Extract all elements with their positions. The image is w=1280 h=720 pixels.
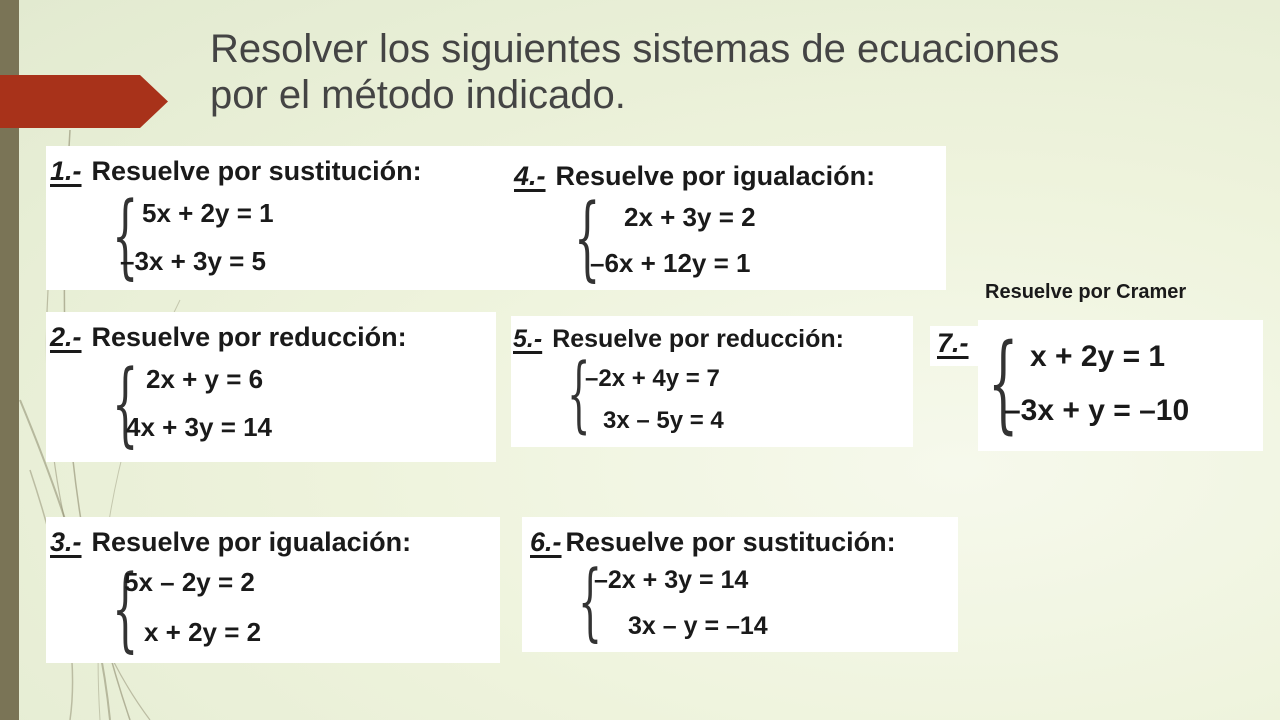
- problem-card-5: [511, 316, 913, 447]
- problem-card-2: [46, 312, 496, 462]
- equation-3b: x + 2y = 2: [144, 617, 262, 647]
- brace-icon: {: [567, 347, 591, 442]
- problem-card-6: [522, 517, 958, 652]
- brace-icon: {: [578, 552, 603, 650]
- problem-method-2: Resuelve por reducción:: [91, 322, 407, 352]
- equation-2a: 2x + y = 6: [146, 364, 264, 394]
- equation-6a: –2x + 3y = 14: [594, 566, 749, 594]
- equation-2b: 4x + 3y = 14: [126, 412, 273, 442]
- equation-1b: –3x + 3y = 5: [120, 246, 267, 276]
- title-line-2: por el método indicado.: [210, 73, 626, 117]
- equation-7b: –3x + y = –10: [1004, 394, 1190, 427]
- problem-heading-5: [513, 324, 844, 354]
- problem-method-1: Resuelve por sustitución:: [91, 156, 422, 186]
- problem-heading-2: [50, 322, 407, 352]
- equation-4b: –6x + 12y = 1: [590, 248, 751, 278]
- title-line-1: Resolver los siguientes sistemas de ecuaciones: [210, 27, 1060, 71]
- problem-number-6: 6.-: [530, 527, 562, 557]
- equation-7a: x + 2y = 1: [1030, 340, 1166, 373]
- cramer-label: Resuelve por Cramer: [985, 281, 1187, 303]
- problem-number-1: 1.-: [50, 156, 82, 186]
- problem-method-6: Resuelve por sustitución:: [565, 527, 896, 557]
- brace-icon: {: [988, 321, 1019, 444]
- problem-card-4: [512, 146, 946, 290]
- equation-5b: 3x – 5y = 4: [603, 407, 724, 434]
- equation-6b: 3x – y = –14: [628, 612, 768, 640]
- slide-title: [210, 26, 1210, 118]
- brace-icon: {: [112, 555, 139, 662]
- problem-heading-3: [50, 527, 411, 557]
- problem-method-3: Resuelve por igualación:: [91, 527, 412, 557]
- equation-4a: 2x + 3y = 2: [624, 202, 756, 232]
- problem-heading-1: [50, 156, 422, 186]
- problem-method-4: Resuelve por igualación:: [555, 161, 876, 191]
- problem-card-7: [978, 320, 1263, 451]
- brace-icon: {: [112, 182, 139, 289]
- problem-number-2: 2.-: [50, 322, 82, 352]
- problem-heading-4: [514, 161, 875, 191]
- problem-card-1: [46, 146, 512, 290]
- problem-number-5: 5.-: [513, 325, 543, 353]
- equation-1a: 5x + 2y = 1: [142, 198, 274, 228]
- brace-icon: {: [574, 184, 601, 290]
- equation-5a: –2x + 4y = 7: [585, 365, 720, 392]
- problem-number-7: 7.-: [937, 328, 969, 358]
- equation-3a: 5x – 2y = 2: [124, 567, 255, 597]
- problem-number-3: 3.-: [50, 527, 82, 557]
- problem-method-5: Resuelve por reducción:: [552, 325, 844, 353]
- brace-icon: {: [112, 350, 139, 457]
- problem-card-3: [46, 517, 500, 663]
- problem-number-4: 4.-: [514, 161, 546, 191]
